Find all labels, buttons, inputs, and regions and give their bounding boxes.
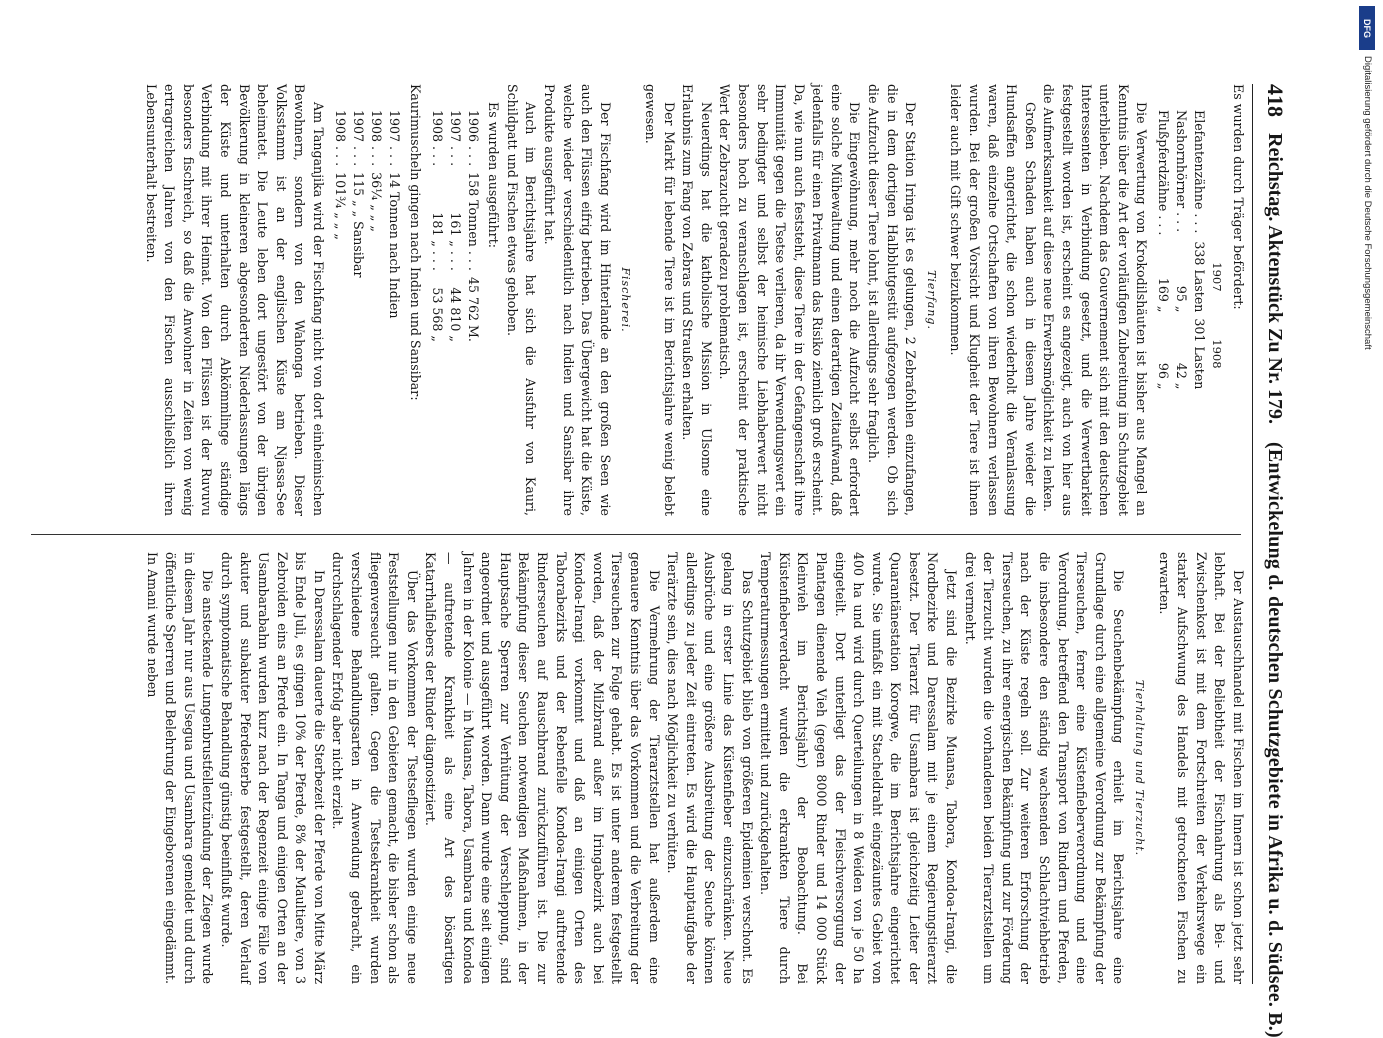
text-columns [17,84,1247,984]
paragraph: Die Eingewöhnung, mehr noch die Aufzucht selbst erfordert eine solche Mühewaltung und einen derartigen Zeitaufwand, daß jedenfalls für einen Privatmann das Risiko ziemlich groß erscheint. Da, wie nun auch feststeht, diese Tiere in der Gefangenschaft ihre Immunität gegen die Tsetse verlieren, da ihr Verwendungswert ein sehr bedingter und selbst der heimische Liebhaberwert nicht besonders hoch zu veranschlagen ist, erscheint der praktische Wert der Zebrazucht geradezu problematisch. [717,84,863,516]
header-center: (Entwickelung d. deutschen Schutzgebiete in Afrika u. d. Südsee. B.) [1264,441,1287,1038]
paragraph: Großen Schaden haben auch in diesem Jahre wieder die Hundsaffen angerichtet, die schon wiederholt die Veranlassung waren, daß einzelne Ortschaften von ihren Bewohnern verlassen wurden. Bei der großen Vorsicht und Klugheit der Tiere ist ihnen leider auch mit Gift schwer beizukommen. [948,84,1038,516]
paragraph: Die Seuchenbekämpfung erhielt im Berichtsjahre eine Grundlage durch eine allgemeine Verordnung zur Bekämpfung der Tierseuchen, ferner eine Küstenfieberverordnung und eine Verordnung, betreffend den Transport von Rindern und Pferden, die insbesondere den ständig wachsenden Schlachtviehbetrieb nach der Küste regeln soll. Zur weiteren Erforschung der Tierseuchen, zu ihrer energischen Bekämpfung und zur Förderung der Tierzucht wurden die vorhandenen beiden Tierarztstellen um drei vermehrt. [962,552,1127,984]
left-column [141,84,1247,516]
header-rule [1252,84,1253,984]
paragraph: Am Tanganjika wird der Fischfang nicht von dort einheimischen Bewohnern, sondern von den Wahonga betrieben. Dieser Volksstamm ist an der englischen Küste am Njassa-See beheimatet. Die Leute leben dort ungestört von der übrigen Bevölkerung in kleineren abgesonderten Niederlassungen längs der Küste und unterhalten durch Abkömmlinge ständige Verbindung mit ihrer Heimat. Von den Flüssen ist der Ruvuvu besonders fischreich, so daß die Anwohner in Zeiten von wenig ertragreichen Jahren von den Fischen ausschließlich ihren Lebensunterhalt bestreiten. [143,84,327,516]
paragraph: Die Verwertung von Krokodilshäuten ist bisher aus Mangel an Kenntnis über die Art der vorläufigen Zubereitung im Schutzgebiet unterblieben. Nachdem das Gouvernement sich mit den deutschen Interessenten in Verbindung gesetzt, und die Verwertbarkeit festgestellt worden ist, erscheint es angezeigt, auch von hier aus die Aufmerksamkeit auf diese neue Erwerbsmöglichkeit zu lenken. [1041,84,1150,516]
kauri-table [331,110,403,324]
section-heading: Tierhaltung und Tierzucht. [1133,679,1147,857]
paragraph: Der Austauschhandel mit Fischen im Innern ist schon jetzt sehr lebhaft. Bei der Beliebtheit der Fischnahrung als Bei- und Zwischenkost ist mit dem Fortschreiten der Verkehrswege ein starker Aufschwung des Handels mit getrockneten Fischen zu erwarten. [1156,552,1246,984]
paragraph: Über das Vorkommen der Tsetsefliegen wurden einige neue Feststellungen nur in den Gebieten gemacht, die bisher schon als fliegenverseucht galten. Gegen die Tsetsekrankheit wurden verschiedene Behandlungsarten in Anwendung gebracht, ein durchschlagender Erfolg aber nicht erzielt. [330,552,420,984]
export-table [428,110,482,348]
table-row: 1907 . . . 14 Tonnen nach Indien [387,110,403,319]
section-heading: Tierfang. [924,270,938,330]
paragraph: Kaurimuscheln gingen nach Indien und Sansibar: [407,84,423,401]
page-number: 418 [1263,84,1288,117]
dfg-notice-text: Digitalisierung gefördert durch die Deutsche Forschungsgemeinschaft [1362,56,1373,350]
section-heading: Fischerei. [619,267,633,333]
table-row: 1907 . . . 115 „ „ Sansibar [351,110,367,278]
table-row: 1908 . . . 101¾ „ „ „ [333,110,349,240]
paragraph: Der Markt für lebende Tiere ist im Berichtsjahre wenig belebt gewesen. [642,84,677,516]
table-row: 1908 . . . 36¼ „ „ „ [369,110,385,232]
paragraph: Der Fischfang wird im Hinterlande an den großen Seen wie auch den Flüssen eifrig betrieben. Das Übergewicht hat die Küste, welche wieder verschiedentlich nach Indien und Sansibar ihre Produkte ausgeführt hat. [542,84,613,516]
header-left: Reichstag. Aktenstück Zu Nr. 179. [1264,133,1287,424]
table-row: Flußpferdzähne . . . 169 „ 96 „ [1156,110,1172,390]
dfg-logo: DFG [1359,6,1375,50]
paragraph: Die Vermehrung der Tierarztstellen hat außerdem eine genauere Kenntnis über das Vorkommen und die Verbreitung der Tierseuchen zur Folge gehabt. Es ist unter anderem festgestellt worden, daß der Milzbrand außer im Iringabezirk auch bei Kondoa-Irangi vorkommt und daß an einigen Orten des Taborabezirks und der Rebenfelle Kondoa-Irangi auftretende Rinderseuchen auf Rauschbrand zurückzuführen ist. Die zur Bekämpfung dieser Seuchen notwendigen Maßnahmen, in der Hauptsache Sperren zur Verhütung der Verschleppung, sind angeordnet und ausgeführt worden. Dann wurde eine seit einigen Jahren in der Kolonie — in Muansa, Tabora, Usambara und Kondoa — auftretende Krankheit als eine Art des bösartigen Katarrhalfiebers der Rinder diagnostiziert. [423,552,662,984]
paragraph: Auch im Berichtsjahre hat sich die Ausfuhr von Kauri, Schildpatt und Fischen etwas gehoben. [504,84,539,516]
paragraph: Neuerdings hat die katholische Mission in Ulsome eine Erlaubnis zum Fang von Zebras und Straußen erhalten. [680,84,714,516]
paragraph: In Daressalam dauerte die Sterbezeit der Pferde von Mitte März bis Ende Juli, es gingen 10% der Pferde, 8% der Maultiere, von 3 Zebroiden eins an Pferde ein. In Tanga und einigen Orten an der Usambarabahn wurden kurz nach der Regenzeit einige Fälle von akuter und subakuter Pferdesterbe festgestellt, deren Verlauf durch symptomatische Behandlung günstig beeinflußt wurde. [218,552,327,984]
table-row: Nashornhörner . . . 95 „ 42 „ [1174,110,1190,390]
table-row: Elefantenzähne . . . 338 Lasten 301 Lasten [1192,110,1208,390]
paragraph: Es wurden ausgeführt: [486,102,502,249]
page-header [1255,84,1295,1038]
paragraph: Das Schutzgebiet blieb von größeren Epidemien verschont. Es gelang in erster Linie das Küstenfieber einzuschränken. Neue Ausbrüche und eine größere Ausbreitung der Seuche können allerdings zu jeder Zeit eintreten. Es wird die Hauptaufgabe der Tierärzte sein, dies nach Möglichkeit zu verhüten. [665,552,755,984]
column-divider [31,534,1241,535]
carriers-table [1154,110,1226,395]
right-column [142,552,1247,984]
table-row: 1907 1908 [1210,262,1225,369]
paragraph: Der Station Iringa ist es gelungen, 2 Zebrafohlen einzufangen, die in dem dortigen Halbblutgestüt aufgezogen werden. Ob sich die Aufzucht dieser Tiere lohnt, ist allerdings sehr fraglich. [866,84,919,516]
table-row: 1906 . . . 158 Tonnen . . . 45 762 M. [465,110,481,342]
table-row: 1907 . . . 161 „ . . . 44 810 „ [447,110,463,342]
paragraph: Jetzt sind die Bezirke Muansa, Tabora, Kondoa-Irangi, die Nordbezirke und Daressalam mit je einem Regierungstierarzt besetzt. Der Tierarzt für Usambara ist gleichzeitig Leiter der Quarantänestation Korogwe, die im Berichtsjahre eingerichtet wurde. Sie umfaßt ein mit Stacheldraht eingezäuntes Gebiet von 400 ha und wird durch Querteilungen in 8 Weiden von je 50 ha eingeteilt. Dort unterliegt das der Fleischversorgung der Plantagen dienende Vieh (gegen 8000 Rinder und 14 000 Stück Kleinvieh im Berichtsjahr) der Beobachtung. Bei Küstenfieberverdacht wurden die erkrankten Tiere durch Temperaturmessungen ermittelt und zurückgehalten. [758,552,960,984]
dfg-digitization-notice [1359,6,1377,706]
carriers-intro: Es wurden durch Träger befördert: [1231,84,1246,310]
paragraph: Die ansteckende Lungenbrustfellentzündung der Ziegen wurde in diesem Jahr nur aus Usegua und Usambara gemeldet und durch öffentliche Sperren und Belehrung der Eingeborenen eingedämmt. In Amani wurde neben [144,552,216,984]
table-row: 1908 . . . 181 „ . . . 53 568 „ [429,110,445,342]
